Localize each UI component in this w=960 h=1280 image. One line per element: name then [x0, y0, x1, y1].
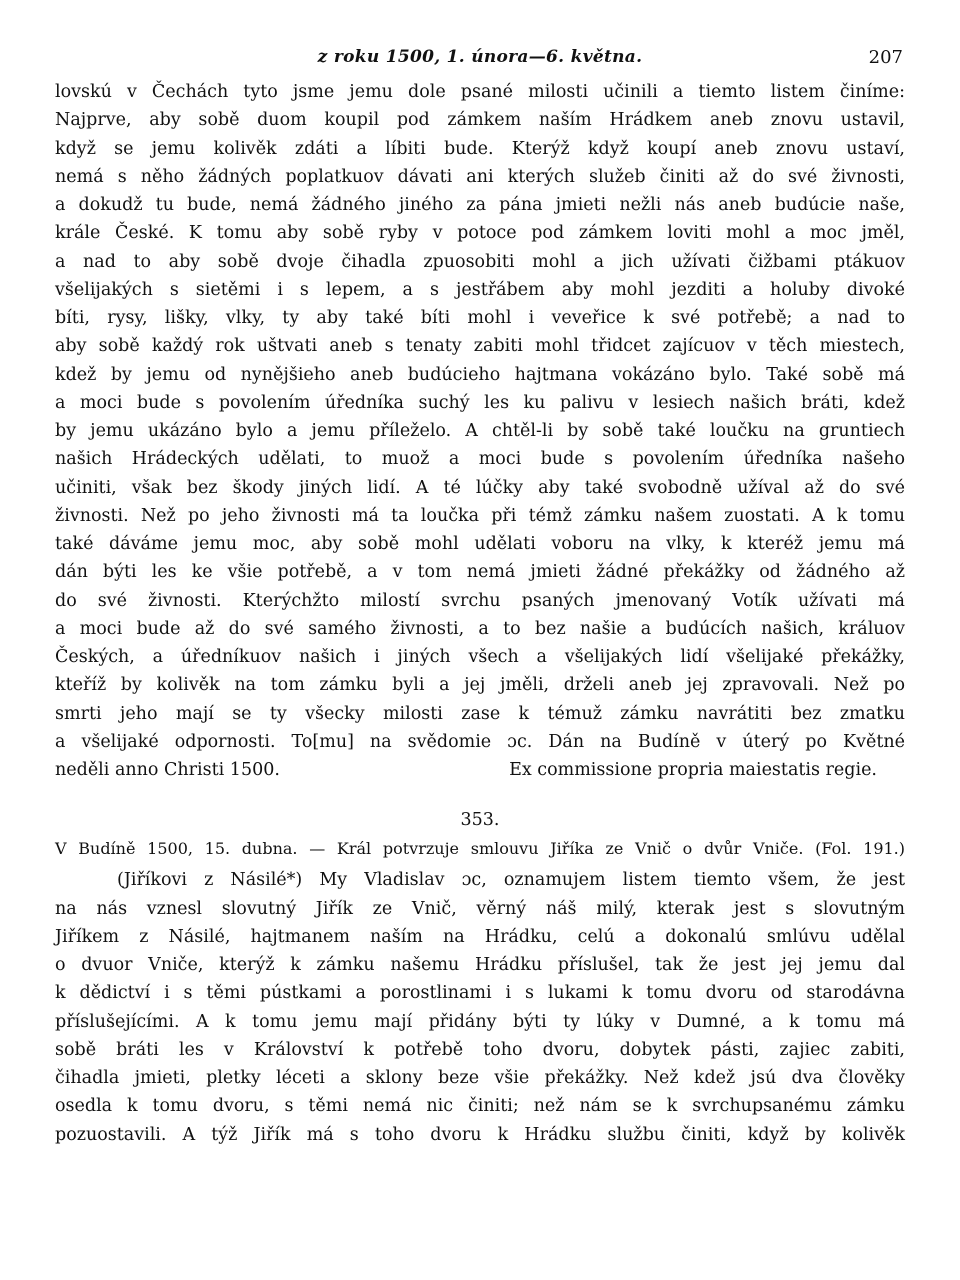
text-line: nemá s něho žádných poplatkuov dávati ani kterých služeb činiti až do své živnosti, — [55, 166, 905, 187]
text-line: živnosti. Než po jeho živnosti má ta loučka při témž zámku našem zuostati. A k tomu — [55, 505, 905, 526]
text-line: by jemu ukázáno bylo a jemu příleželo. A chtěl-li by sobě také loučku na gruntiech — [55, 421, 905, 441]
text-line: do své živnosti. Kterýchžto milostí svrchu psaných jmenovaný Votík užívati má — [55, 590, 905, 611]
text-line: také dáváme jemu moc, aby sobě mohl udělati voboru na vlky, k kteréž jemu má — [55, 534, 905, 554]
text-line: (Jiříkovi z Násilé*) My Vladislav ɔc, oznamujem listem tiemto všem, že jest — [117, 870, 905, 891]
document-number: 353. — [460, 810, 500, 831]
text-line: aby sobě každý rok uštvati aneb s tenaty zabiti mohl třidcet zajícuov v těch miestech, — [55, 336, 905, 357]
text-line: a moci bude s povolením úředníka suchý les ku palivu v lesiech našich bráti, kdež — [55, 392, 905, 413]
text-line: příslušejícími. A k tomu jemu mají přidány býti ty lúky v Dumné, a k tomu má — [55, 1011, 905, 1032]
text-line: kteříž by kolivěk na tom zámku byli a jej jměli, drželi aneb jej zpravovali. Než po — [55, 675, 905, 696]
text-line: na nás vznesl slovutný Jiřík ze Vnič, věrný náš milý, kterak jest s slovutným — [55, 898, 905, 919]
closing-formula: Ex commissione propria maiestatis regie. — [509, 760, 877, 780]
text-line: a nad to aby sobě dvoje čihadla zpuosobiti mohl a jich užívati čižbami ptákuov — [55, 251, 905, 272]
page-number: 207 — [868, 47, 903, 68]
text-line: kdež by jemu od nynějšieho aneb budúcieho hajtmana vokázáno bylo. Také sobě má — [55, 364, 905, 385]
continued-charter-text — [55, 78, 905, 784]
text-line: a moci bude až do své samého živnosti, a to bez našie a budúcích našich, králuov — [55, 618, 905, 639]
text-line: smrti jeho mají se ty všecky milosti zase k témuž zámku navrátiti bez zmatku — [55, 703, 905, 724]
text-line: všelijakých s sietěmi i s lepem, a s jestřábem aby mohl jezditi a holuby divoké — [55, 279, 905, 300]
document-summary: V Budíně 1500, 15. dubna. — Král potvrzuje smlouvu Jiříka ze Vnič o dvůr Vniče. (Fol. 191.) — [55, 839, 905, 859]
text-line: Najprve, aby sobě duom koupil pod zámkem naším Hrádkem aneb znovu ustavil, — [55, 110, 905, 131]
text-line: našich Hrádeckých udělati, to muož a moci bude s povolením úředníka našeho — [55, 449, 905, 470]
text-line: k dědictví i s těmi pústkami a porostlinami i s lukami k tomu dvoru od starodávna — [55, 983, 905, 1004]
text-line: bíti, rysy, lišky, vlky, ty aby také bíti mohl i veveřice k své potřebě; a nad to — [55, 308, 905, 328]
text-line: sobě bráti les v Království k potřebě toho dvoru, dobytek pásti, zajiec zabiti, — [55, 1039, 905, 1060]
text-line: čihadla jmieti, pletky léceti a sklony beze všie překážky. Než kdež jsú dva člověky — [55, 1068, 905, 1088]
text-line: krále České. K tomu aby sobě ryby v potoce pod zámkem loviti mohl a moc jměl, — [55, 223, 905, 244]
running-head — [55, 44, 905, 78]
text-line: Jiříkem z Násilé, hajtmanem naším na Hrádku, celú a dokonalú smlúvu udělal — [55, 926, 905, 947]
text-line: a dokudž tu bude, nemá žádného jiného za pána jmieti nežli nás aneb budúcie naše, — [55, 195, 905, 215]
text-line: o dvuor Vniče, kterýž k zámku našemu Hrádku příslušel, tak že jest jej jemu dal — [55, 955, 905, 975]
text-line: a všelijaké odpornosti. To[mu] na svědomie ɔc. Dán na Budíně v úterý po Květné — [55, 731, 905, 752]
text-line: dán býti les ke všie potřebě, a v tom nemá jmieti žádné překážky od žádného až — [55, 562, 905, 583]
text-line: osedla k tomu dvoru, s těmi nemá nic činiti; než nám se k svrchupsanému zámku — [55, 1096, 905, 1117]
charter-text — [55, 866, 905, 1149]
closing-date: neděli anno Christi 1500. — [55, 760, 280, 780]
book-page — [55, 44, 905, 1149]
text-line: učiniti, však bez škody jiných lidí. A té lúčky aby také svobodně užíval až do své — [55, 477, 905, 498]
text-line: pozuostavili. A týž Jiřík má s toho dvoru k Hrádku službu činiti, když by kolivěk — [55, 1124, 905, 1145]
running-title: z roku 1500, 1. února—6. května. — [317, 47, 643, 67]
closing-line — [55, 756, 905, 784]
text-line: Českých, a úředníkuov našich i jiných všech a všelijakých lidí všelijaké překážky, — [55, 647, 905, 667]
text-line: lovskú v Čechách tyto jsme jemu dole psané milosti učinili a tiemto listem činíme: — [55, 82, 905, 102]
text-line: když se jemu kolivěk zdáti a líbiti bude. Kterýž když koupí aneb znovu ustaví, — [55, 138, 905, 159]
